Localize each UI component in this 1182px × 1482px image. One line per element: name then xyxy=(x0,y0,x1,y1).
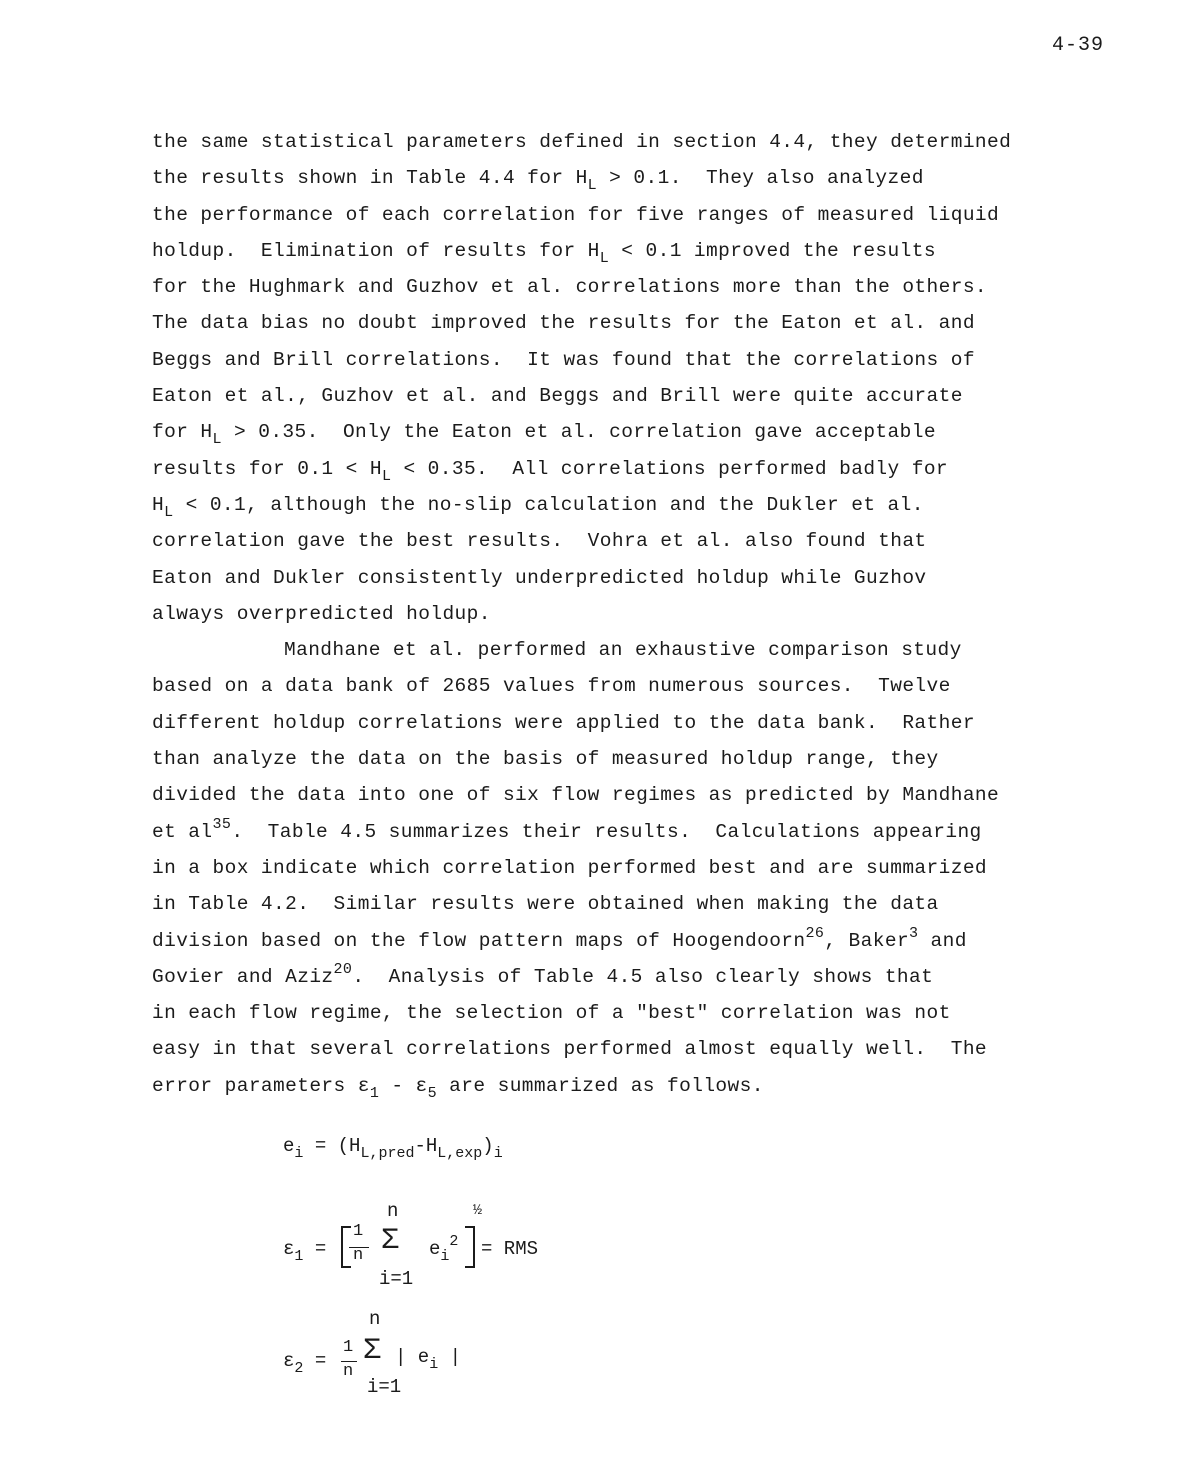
text-line: Beggs and Brill correlations. It was found that the correlations of xyxy=(152,348,975,371)
text-line: easy in that several correlations performed almost equally well. The xyxy=(152,1038,988,1061)
text-line: the same statistical parameters defined in section 4.4, they determined xyxy=(152,131,1012,153)
text-line: in Table 4.2. Similar results were obtained when making the data xyxy=(152,893,939,916)
text-line: Govier and Aziz$^{20}$. Analysis of Table 4.5 also clearly shows that xyxy=(152,960,934,988)
text-line: division based on the flow pattern maps of Hoogendoorn$^{26}$, Baker$^3$ and xyxy=(152,924,967,952)
text-line: the results shown in Table 4.4 for $H_L > 0.1$. They also analyzed xyxy=(152,167,924,195)
text-line: Mandhane et al. performed an exhaustive comparison study xyxy=(284,639,962,662)
text-line: different holdup correlations were applied to the data bank. Rather xyxy=(152,711,975,734)
text-line: et $al^{35}$. Table 4.5 summarizes their results. Calculations appearing xyxy=(152,815,982,843)
text-line: divided the data into one of six flow regimes as predicted by Mandhane xyxy=(152,784,1000,807)
right-bracket xyxy=(465,1226,475,1268)
body-text xyxy=(152,124,1052,1104)
equation-epsilon-1: $\varepsilon_1$ = 1 n n Σ i=1 $e_i^2$ ½ = RMS xyxy=(283,1200,539,1290)
text-line: results for $0.1 < H_L < 0.35$. All correlations performed badly for xyxy=(152,457,949,485)
text-line: for $H_L > 0.35$. Only the Eaton et al. correlation gave acceptable xyxy=(152,421,936,449)
equation-epsilon-2: $\varepsilon_2$ = 1 n n Σ i=1 | $e_i$ | xyxy=(283,1308,462,1398)
page-number: 4-39 xyxy=(1052,34,1105,57)
text-line: holdup. Elimination of results for $H_L < 0.1$ improved the results xyxy=(152,239,936,267)
text-line: based on a data bank of 2685 values from numerous sources. Twelve xyxy=(152,675,951,698)
text-line: The data bias no doubt improved the results for the Eaton et al. and xyxy=(152,312,975,335)
text-line: $H_L < 0.1$, although the no-slip calculation and the Dukler et al. xyxy=(152,493,924,521)
text-line: correlation gave the best results. Vohra et al. also found that xyxy=(152,530,927,553)
text-line: in a box indicate which correlation performed best and are summarized xyxy=(152,856,988,879)
text-line: always overpredicted holdup. xyxy=(152,602,491,625)
text-line: Eaton et al., Guzhov et al. and Beggs and Brill were quite accurate xyxy=(152,385,963,408)
text-line: Eaton and Dukler consistently underpredicted holdup while Guzhov xyxy=(152,566,927,589)
paragraph-1 xyxy=(152,124,1052,632)
text-line: for the Hughmark and Guzhov et al. correlations more than the others. xyxy=(152,276,988,299)
paragraph-2 xyxy=(152,632,1052,1104)
equation-e-i: $e_i = (H_{L,pred}-H_{L,exp})_i$ xyxy=(283,1135,503,1162)
text-line: error parameters $\varepsilon_1 - \varepsilon_5$ are summarized as follows. xyxy=(152,1074,764,1102)
text-line: the performance of each correlation for five ranges of measured liquid xyxy=(152,203,1000,226)
text-line: than analyze the data on the basis of measured holdup range, they xyxy=(152,748,939,771)
text-line: in each flow regime, the selection of a "best" correlation was not xyxy=(152,1002,951,1025)
